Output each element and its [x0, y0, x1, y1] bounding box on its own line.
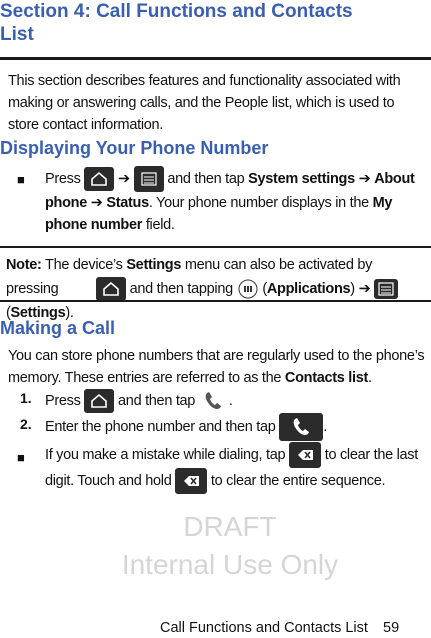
draft-watermark	[90, 508, 370, 584]
note-bottom-rule	[0, 300, 431, 302]
bullet-marker: ■	[17, 172, 25, 187]
delete-icon	[289, 442, 321, 468]
section-intro: This section describes features and functionality associated with making or answering calls, and the People list, which is used to store contact information.	[8, 73, 401, 133]
step-2: Enter the phone number and then tap .	[45, 413, 425, 441]
divider	[0, 57, 431, 60]
phone-icon	[199, 387, 229, 415]
note-top-rule	[0, 246, 431, 248]
step-number: 2.	[20, 416, 32, 432]
displaying-instructions: Press ➔ and then tap System settings ➔ About phone ➔ Status. Your phone number displays in the My phone number field.	[45, 166, 425, 236]
bullet-marker: ■	[17, 450, 25, 465]
dialing-mistake-tip: If you make a mistake while dialing, tap to clear the last digit. Touch and hold to clear the entire sequence.	[45, 442, 429, 494]
section-title-line2: List	[0, 24, 34, 45]
settings-menu-icon	[374, 279, 398, 299]
step-1: Press and then tap .	[45, 387, 425, 415]
home-icon	[96, 277, 126, 301]
making-call-intro: You can store phone numbers that are regularly used to the phone’s memory. These entries are referred to as the Contacts list.	[8, 348, 425, 386]
heading-displaying-number: Displaying Your Phone Number	[0, 138, 269, 158]
section-title-line1: Section 4: Call Functions and Contacts	[0, 1, 353, 22]
step-number: 1.	[20, 390, 32, 406]
footer-page-number: 59	[383, 620, 400, 636]
menu-icon	[134, 166, 164, 192]
home-icon	[84, 167, 114, 191]
applications-icon	[237, 278, 259, 300]
watermark-line2: Internal Use Only	[121, 549, 339, 580]
section-title	[0, 0, 431, 46]
heading-making-call: Making a Call	[0, 318, 116, 338]
note-block: Note: The device’s Settings menu can also be activated by pressing and then tapping (Applications) ➔ (Settings).	[6, 253, 426, 325]
delete-icon	[175, 468, 207, 494]
home-icon	[84, 389, 114, 413]
watermark-line1: DRAFT	[183, 511, 277, 542]
phone-icon	[279, 413, 323, 441]
footer-chapter: Call Functions and Contacts List	[160, 620, 368, 636]
